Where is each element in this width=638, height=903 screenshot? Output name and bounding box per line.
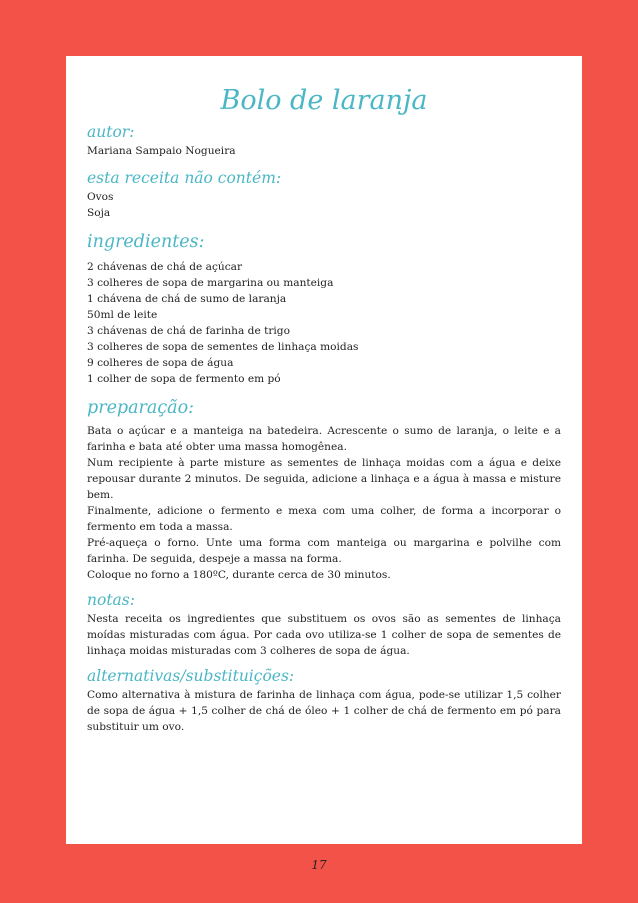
ingredient-item: 2 chávenas de chá de açúcar [87,261,243,273]
preparation-section [87,395,561,583]
free-from-section [87,167,561,221]
alternatives-text: Como alternativa à mistura de farinha de linhaça com água, pode-se utilizar 1,5 colher de sopa de água + 1,5 colher de chá de óleo + 1 colher de chá de fermento em pó para substituir um ovo. [87,689,561,733]
ingredient-item: 3 colheres de sopa de margarina ou manteiga [87,277,334,289]
notes-text: Nesta receita os ingredientes que substituem os ovos são as sementes de linhaça moídas misturadas com água. Por cada ovo utiliza-se 1 colher de sopa de sementes de linhaça moidas misturadas com 3 colheres de sopa de água. [87,613,561,657]
ingredients-section [87,229,561,387]
ingredient-item: 1 colher de sopa de fermento em pó [87,373,281,385]
preparation-step: Pré-aqueça o forno. Unte uma forma com manteiga ou margarina e polvilhe com farinha. De seguida, despeje a massa na forma. [87,537,561,565]
preparation-step: Bata o açúcar e a manteiga na batedeira. Acrescente o sumo de laranja, o leite e a farinha e bata até obter uma massa homogênea. [87,425,561,453]
alternatives-heading: alternativas/substituições: [87,667,295,685]
author-section [87,121,561,159]
preparation-step: Coloque no forno a 180ºC, durante cerca de 30 minutos. [87,569,391,581]
alternatives-section [87,665,561,735]
notes-section [87,589,561,659]
notes-heading: notas: [87,591,135,609]
ingredient-item: 3 chávenas de chá de farinha de trigo [87,325,290,337]
preparation-heading: preparação: [87,398,195,418]
ingredient-item: 9 colheres de sopa de água [87,357,234,369]
preparation-step: Finalmente, adicione o fermento e mexa com uma colher, de forma a incorporar o fermento em toda a massa. [87,505,561,533]
ingredient-item: 50ml de leite [87,309,158,321]
free-from-heading: esta receita não contém: [87,169,282,187]
ingredients-heading: ingredientes: [87,232,205,252]
preparation-step: Num recipiente à parte misture as sementes de linhaça moidas com a água e deixe repousar durante 2 minutos. De seguida, adicione a linhaça e a água à massa e misture bem. [87,457,561,501]
free-from-item: Ovos [87,191,114,203]
free-from-item: Soja [87,207,111,219]
ingredient-item: 3 colheres de sopa de sementes de linhaça moidas [87,341,359,353]
recipe-title: Bolo de laranja [220,85,428,116]
page-number: 17 [311,858,327,872]
recipe-content [87,81,561,735]
author-heading: autor: [87,123,135,141]
ingredient-item: 1 chávena de chá de sumo de laranja [87,293,287,305]
author-name: Mariana Sampaio Nogueira [87,145,236,157]
recipe-card [66,56,582,844]
